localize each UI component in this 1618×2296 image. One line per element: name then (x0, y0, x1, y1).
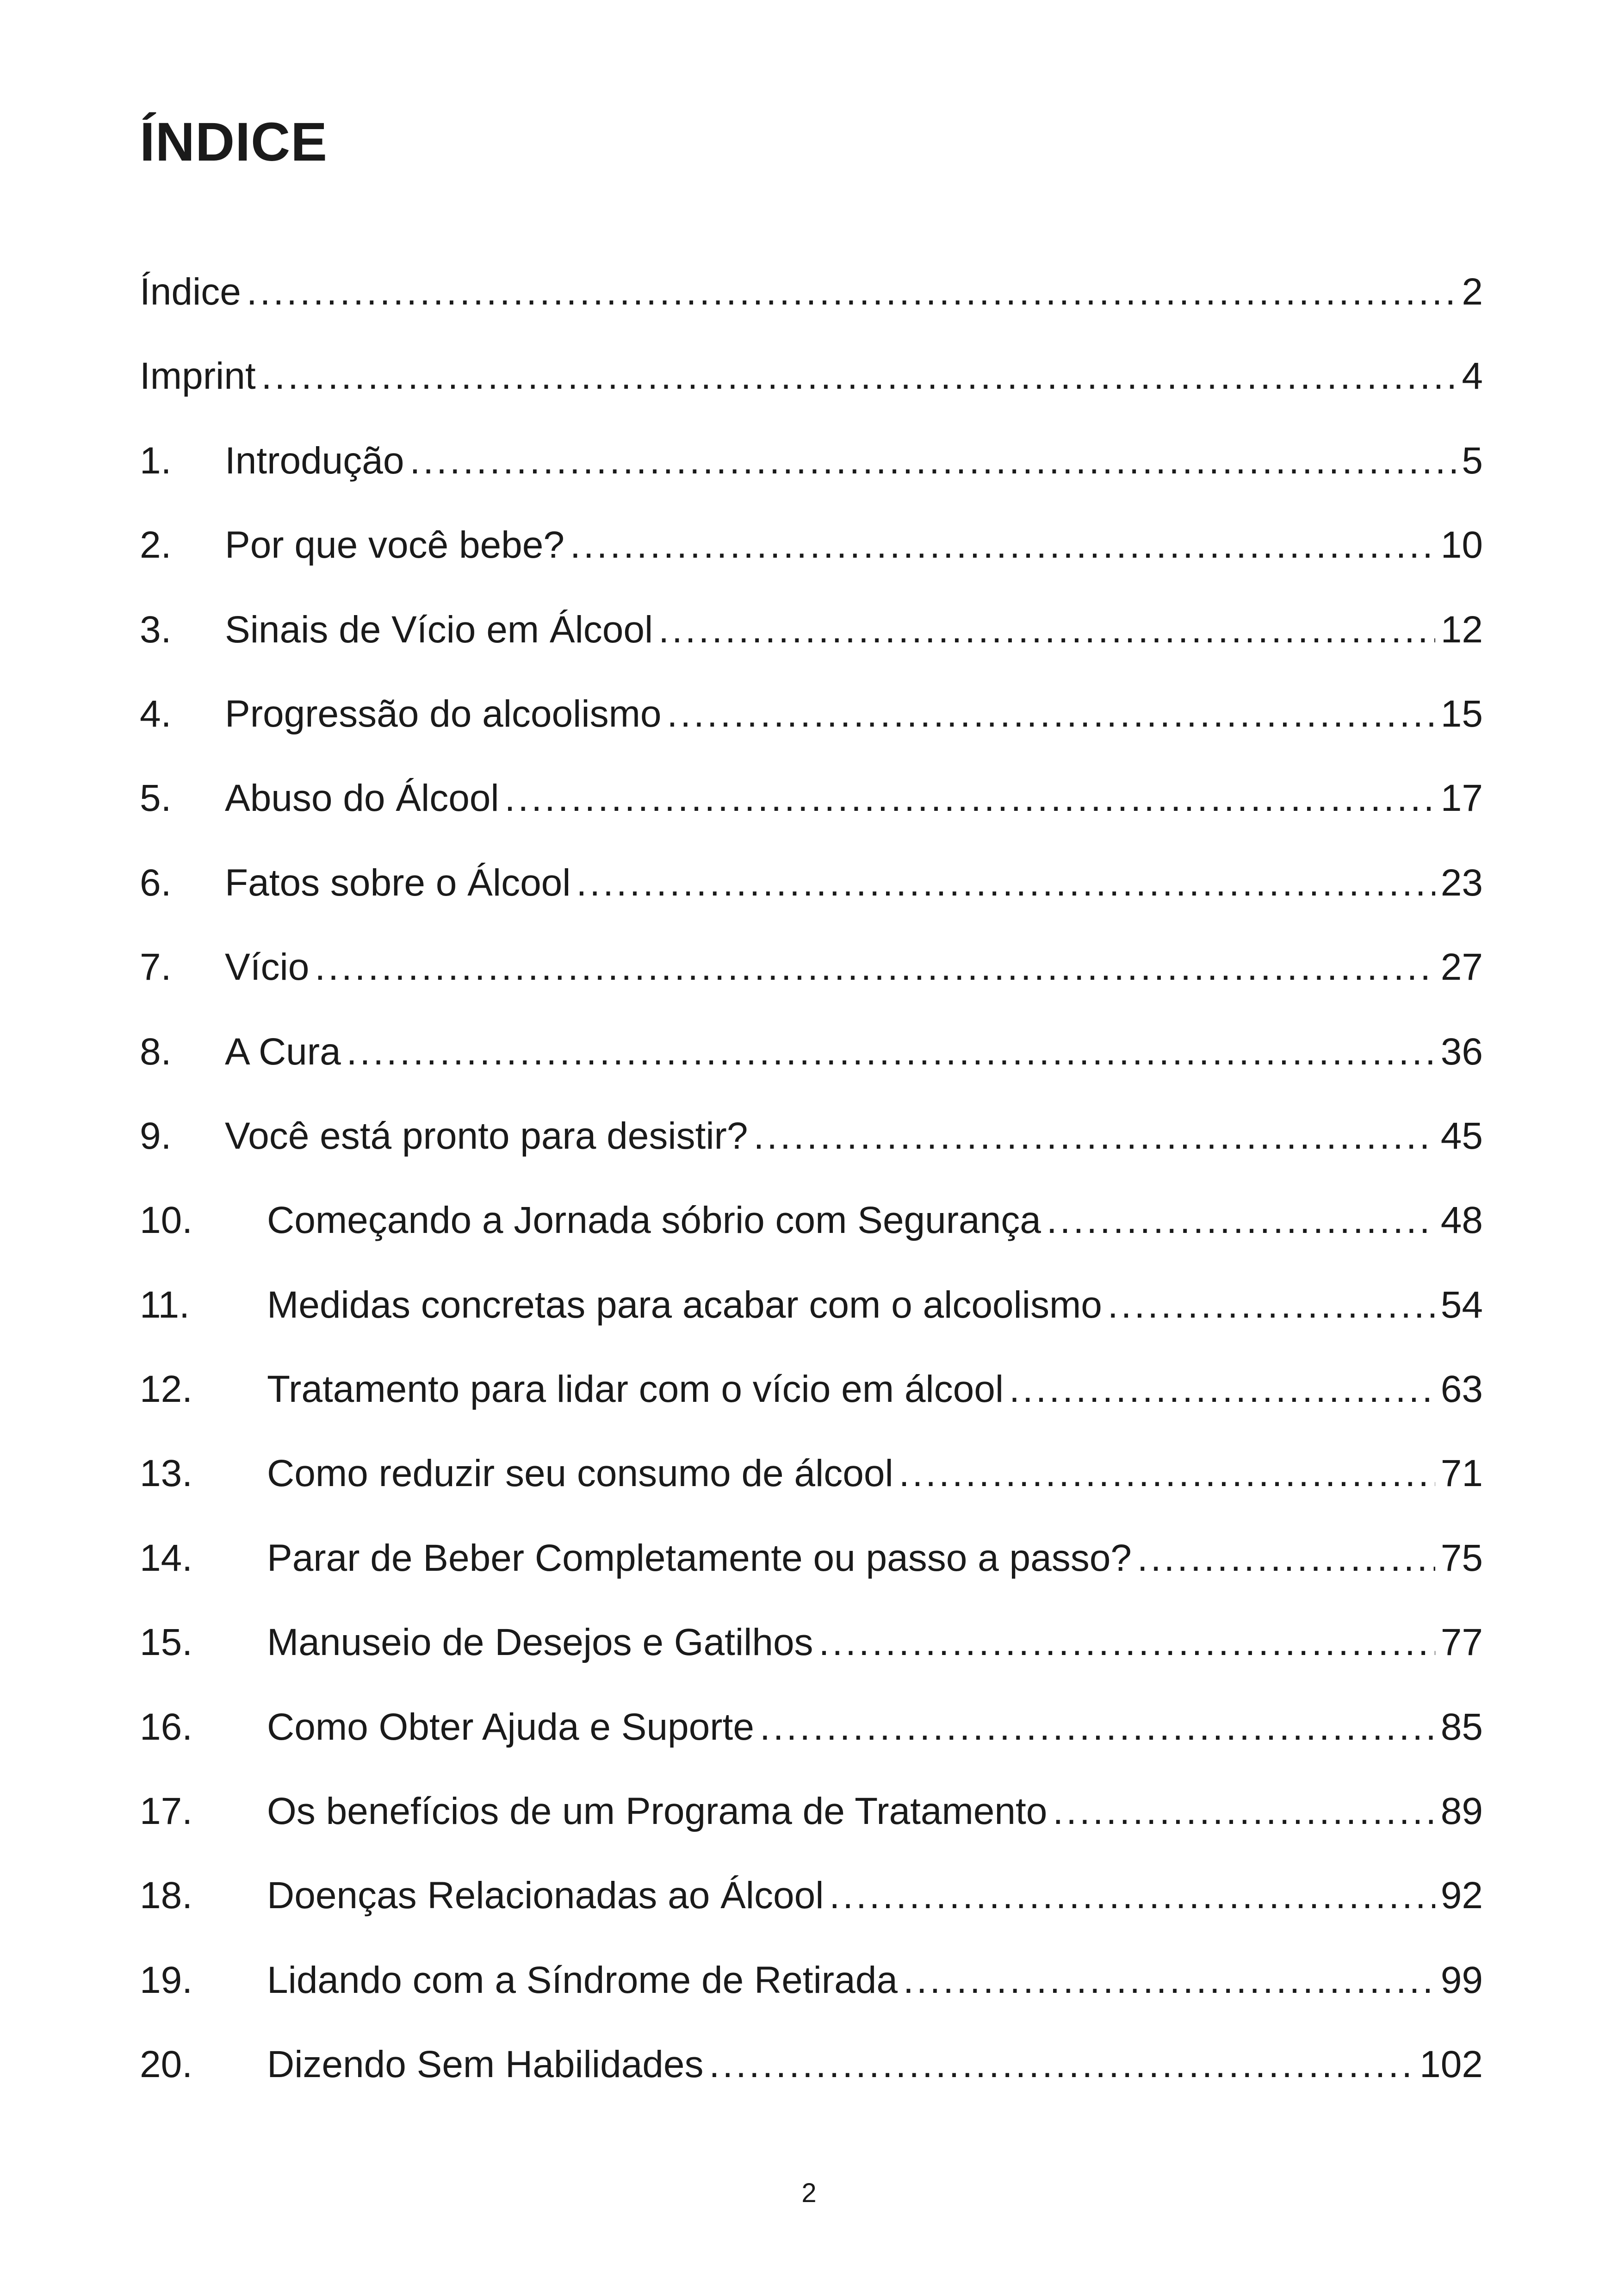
toc-entry-title: Fatos sobre o Álcool (225, 861, 571, 904)
toc-dot-leader (1053, 1769, 1435, 1854)
toc-entry[interactable] (140, 1431, 1483, 1516)
toc-dot-leader (410, 419, 1457, 503)
toc-dot-leader (899, 1431, 1435, 1516)
toc-entry-page: 99 (1440, 1959, 1483, 2001)
toc-entry-number: 6. (140, 861, 172, 904)
toc-entry[interactable] (140, 1094, 1483, 1178)
toc-entry-title: Imprint (140, 355, 256, 398)
toc-dot-leader (760, 1685, 1435, 1769)
toc-entry-page: 102 (1420, 2043, 1483, 2086)
toc-entry-page: 63 (1440, 1368, 1483, 1411)
toc-entry-page: 2 (1462, 271, 1483, 313)
toc-entry-title: Índice (140, 271, 241, 313)
toc-entry-number: 16. (140, 1705, 192, 1748)
toc-entry-number: 14. (140, 1537, 192, 1579)
toc-entry[interactable] (140, 756, 1483, 840)
toc-entry-page: 17 (1440, 777, 1483, 820)
toc-entry-number: 8. (140, 1030, 172, 1073)
toc-dot-leader (753, 1094, 1435, 1178)
toc-dot-leader (1009, 1347, 1435, 1431)
toc-entry[interactable] (140, 1769, 1483, 1854)
toc-dot-leader (577, 841, 1435, 925)
toc-entry-page: 45 (1440, 1114, 1483, 1157)
toc-entry-number: 15. (140, 1621, 192, 1664)
toc-entry-title: Introdução (225, 439, 404, 482)
toc-entry-number: 3. (140, 608, 172, 651)
toc-entry-number: 5. (140, 777, 172, 820)
toc-entry-page: 85 (1440, 1705, 1483, 1748)
toc-entry-page: 23 (1440, 861, 1483, 904)
toc-entry[interactable] (140, 1178, 1483, 1263)
toc-entry-number: 17. (140, 1790, 192, 1833)
toc-entry-number: 7. (140, 946, 172, 989)
toc-entry[interactable] (140, 841, 1483, 925)
toc-entry[interactable] (140, 672, 1483, 756)
toc-entry[interactable] (140, 1263, 1483, 1347)
toc-dot-leader (1137, 1516, 1435, 1600)
toc-entry-number: 4. (140, 692, 172, 735)
page-number: 2 (801, 2178, 817, 2208)
toc-entry[interactable] (140, 1516, 1483, 1600)
toc-entry-title: Abuso do Álcool (225, 777, 499, 820)
toc-entry[interactable] (140, 1685, 1483, 1769)
toc-entry-page: 89 (1440, 1790, 1483, 1833)
toc-entry-title: Como Obter Ajuda e Suporte (267, 1705, 754, 1748)
toc-entry[interactable] (140, 1010, 1483, 1094)
toc-entry-page: 10 (1440, 524, 1483, 566)
toc-entry-number: 1. (140, 439, 172, 482)
toc-entry-title: Vício (225, 946, 310, 989)
toc-entry[interactable] (140, 334, 1483, 418)
toc-entry-title: Os benefícios de um Programa de Tratamento (267, 1790, 1048, 1833)
toc-dot-leader (667, 672, 1435, 756)
toc-dot-leader (570, 503, 1435, 587)
toc-dot-leader (1047, 1178, 1435, 1263)
toc-entry[interactable] (140, 1600, 1483, 1685)
toc-entry-page: 27 (1440, 946, 1483, 989)
toc-dot-leader (819, 1600, 1435, 1685)
toc-entry-title: Medidas concretas para acabar com o alcoolismo (267, 1283, 1102, 1326)
toc-dot-leader (658, 588, 1435, 672)
toc-entry-page: 12 (1440, 608, 1483, 651)
toc-entry-number: 2. (140, 524, 172, 566)
toc-entry-number: 11. (140, 1283, 190, 1326)
toc-entry-title: Dizendo Sem Habilidades (267, 2043, 704, 2086)
toc-entry[interactable] (140, 419, 1483, 503)
toc-entry-page: 92 (1440, 1874, 1483, 1917)
toc-entry[interactable] (140, 503, 1483, 587)
toc-entry-title: Como reduzir seu consumo de álcool (267, 1452, 893, 1495)
toc-entry[interactable] (140, 588, 1483, 672)
toc-entry-page: 48 (1440, 1199, 1483, 1242)
toc-entry-page: 36 (1440, 1030, 1483, 1073)
toc-entry-title: Você está pronto para desistir? (225, 1114, 748, 1157)
toc-dot-leader (247, 250, 1457, 334)
toc-entry[interactable] (140, 1854, 1483, 1938)
toc-entry-page: 4 (1462, 355, 1483, 398)
toc-entry-page: 5 (1462, 439, 1483, 482)
toc-dot-leader (261, 334, 1457, 418)
toc-entry-number: 19. (140, 1959, 192, 2001)
toc-entry-page: 75 (1440, 1537, 1483, 1579)
toc-entry[interactable] (140, 2022, 1483, 2107)
toc-entry-title: Começando a Jornada sóbrio com Segurança (267, 1199, 1041, 1242)
toc-entry-number: 18. (140, 1874, 192, 1917)
toc-dot-leader (829, 1854, 1435, 1938)
toc-entry-number: 12. (140, 1368, 192, 1411)
toc-entry[interactable] (140, 250, 1483, 334)
toc-entry-title: Tratamento para lidar com o vício em álcool (267, 1368, 1004, 1411)
toc-entry-title: Lidando com a Síndrome de Retirada (267, 1959, 898, 2001)
toc-entry-title: A Cura (225, 1030, 341, 1073)
toc-entry-title: Parar de Beber Completamente ou passo a passo? (267, 1537, 1132, 1579)
toc-dot-leader (903, 1938, 1435, 2022)
toc-dot-leader (709, 2022, 1414, 2107)
toc-entry[interactable] (140, 1347, 1483, 1431)
toc-entry[interactable] (140, 925, 1483, 1009)
toc-entry-page: 15 (1440, 692, 1483, 735)
page-title: ÍNDICE (140, 112, 328, 173)
toc-entry-title: Sinais de Vício em Álcool (225, 608, 653, 651)
toc-dot-leader (315, 925, 1435, 1009)
toc-entry-title: Progressão do alcoolismo (225, 692, 662, 735)
toc-entry-title: Doenças Relacionadas ao Álcool (267, 1874, 824, 1917)
toc-dot-leader (1108, 1263, 1435, 1347)
toc-entry-title: Manuseio de Desejos e Gatilhos (267, 1621, 813, 1664)
toc-entry-page: 54 (1440, 1283, 1483, 1326)
table-of-contents (140, 250, 1483, 2107)
toc-entry-number: 20. (140, 2043, 192, 2086)
toc-entry-page: 71 (1440, 1452, 1483, 1495)
toc-entry[interactable] (140, 1938, 1483, 2022)
toc-entry-number: 13. (140, 1452, 192, 1495)
toc-entry-number: 9. (140, 1114, 172, 1157)
toc-dot-leader (347, 1010, 1435, 1094)
toc-entry-title: Por que você bebe? (225, 524, 564, 566)
toc-dot-leader (505, 756, 1435, 840)
toc-entry-number: 10. (140, 1199, 192, 1242)
toc-entry-page: 77 (1440, 1621, 1483, 1664)
